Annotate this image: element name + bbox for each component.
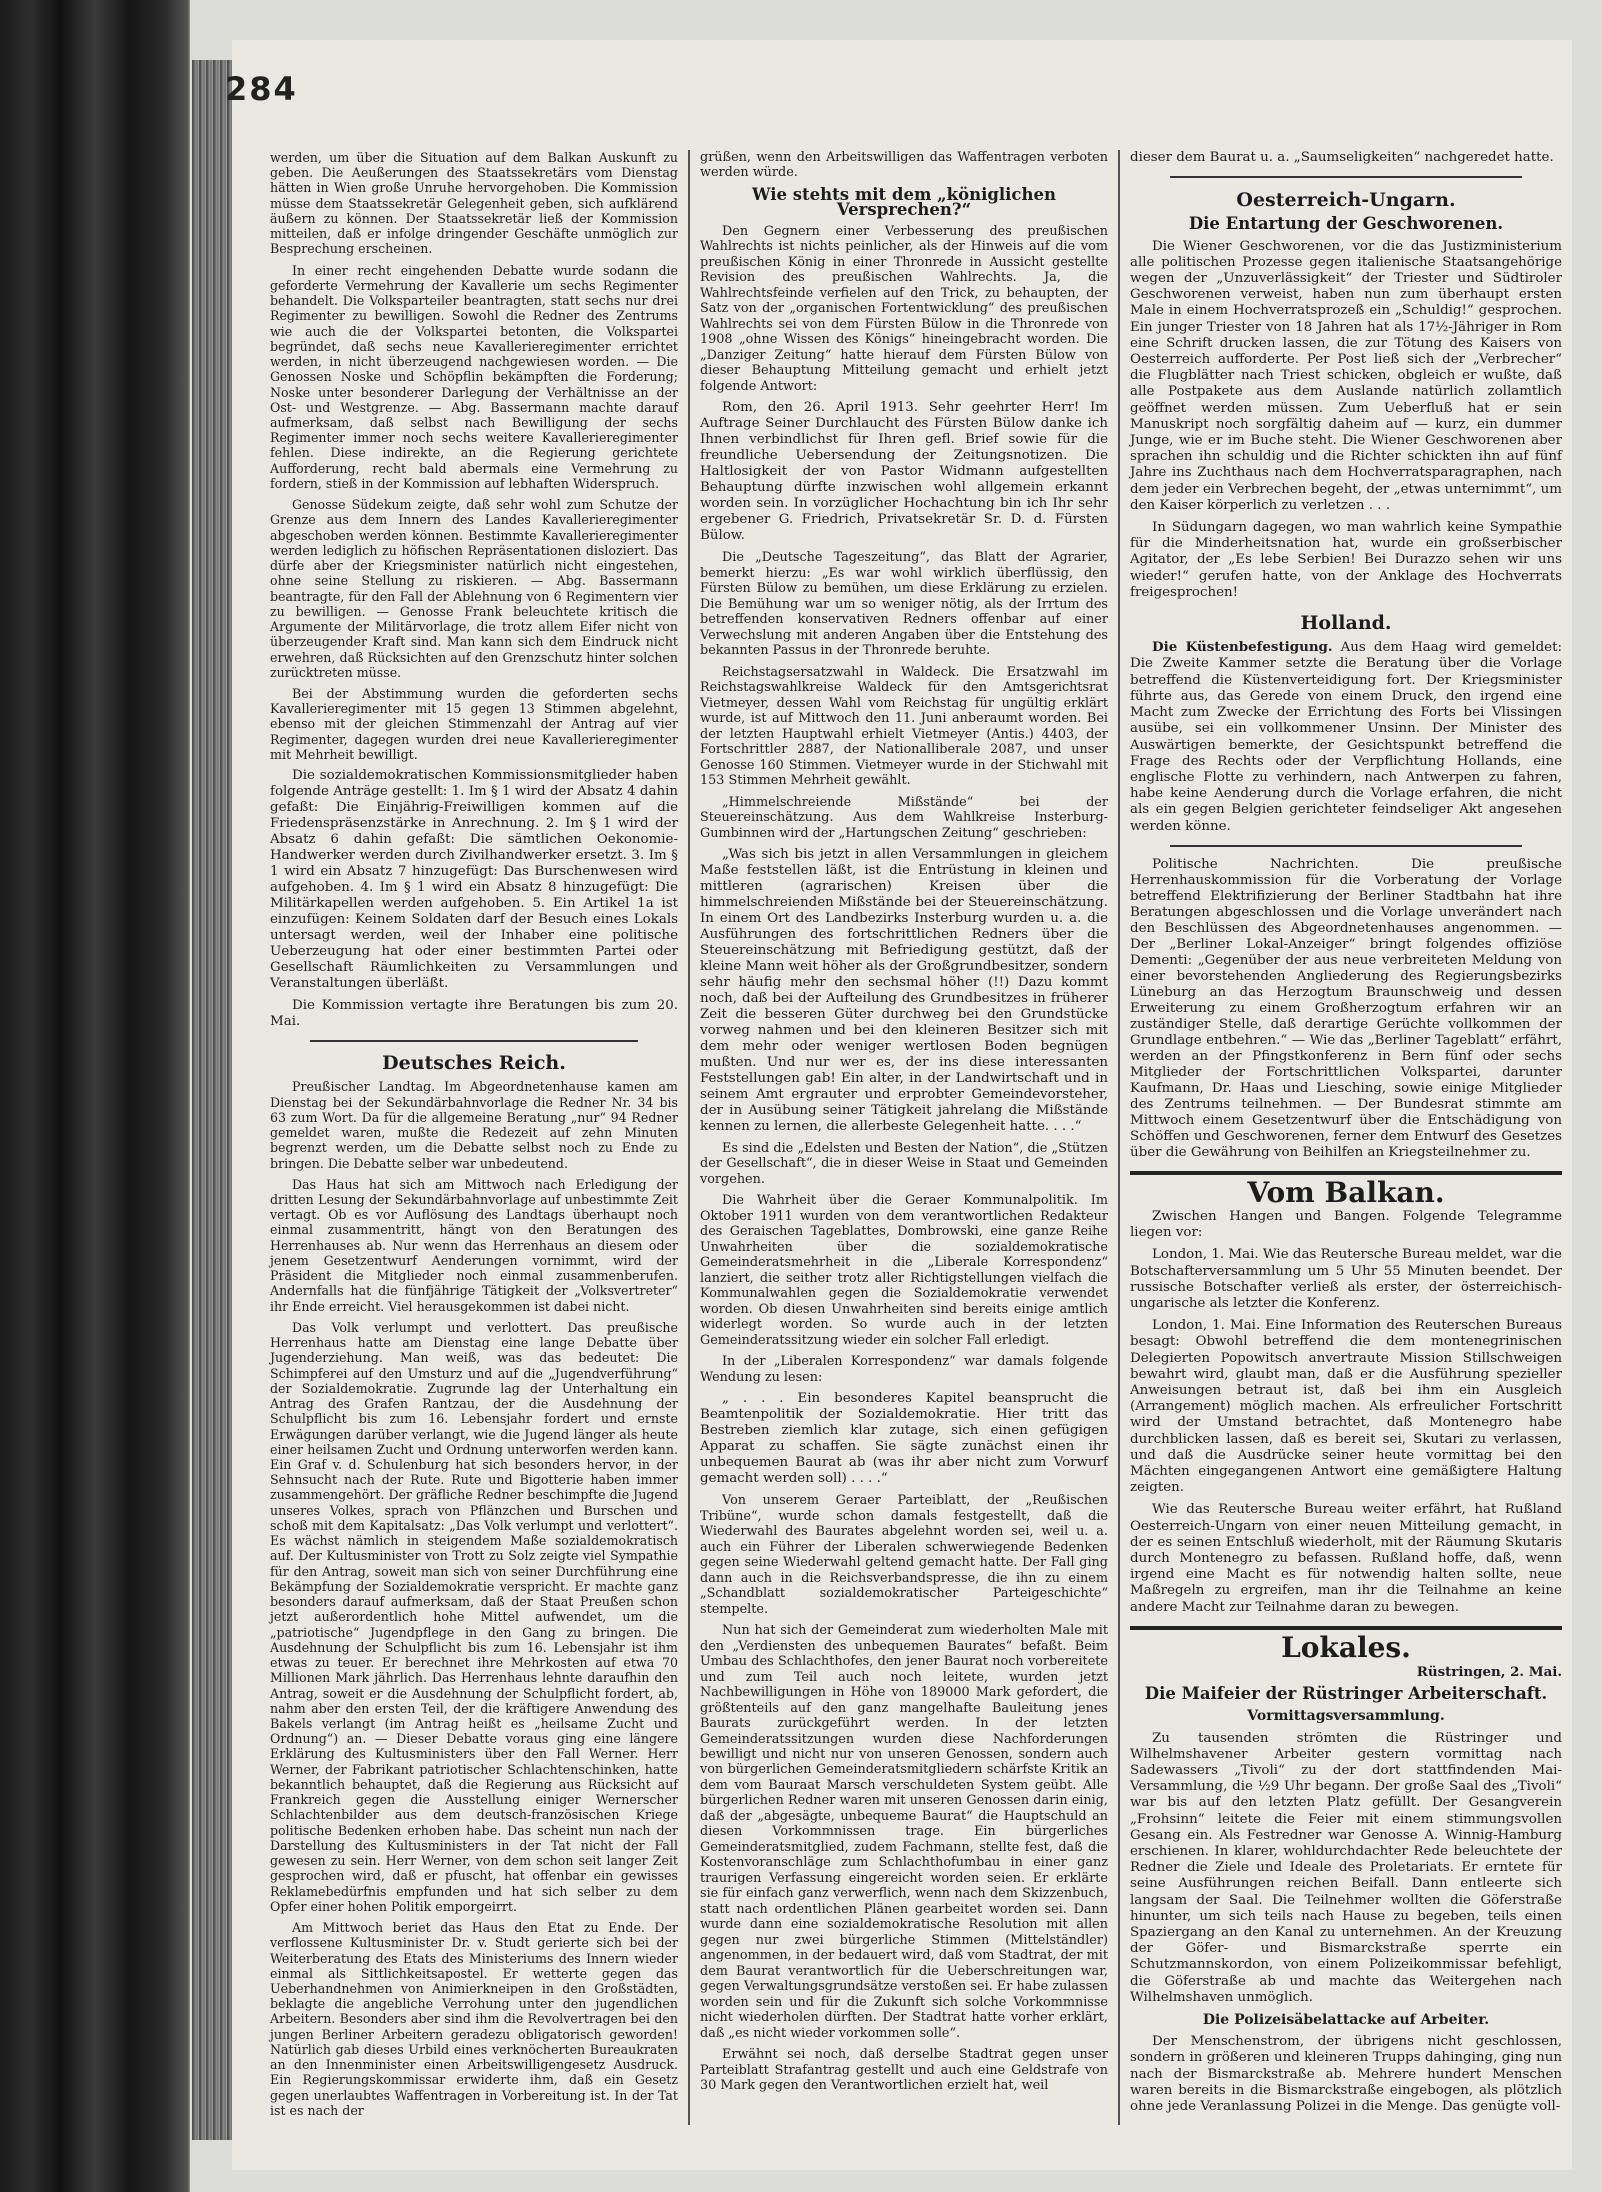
separator bbox=[310, 1040, 638, 1042]
page-number: 284 bbox=[225, 70, 298, 108]
separator bbox=[1170, 845, 1522, 847]
article-subheading: Vormittagsversammlung. bbox=[1247, 1708, 1445, 1725]
dateline: Rüstringen, 2. Mai. bbox=[1416, 1664, 1562, 1680]
book-binding bbox=[0, 0, 190, 2192]
article-heading: Die Küstenbefestigung. bbox=[1152, 639, 1333, 656]
paragraph: Das Haus hat sich am Mittwoch nach Erledigung der dritten Lesung der Sekundärbahnvorlage auf unbestimmte Zeit vertagt. Ob es vor Auflösung des Landtags überhaupt noch einmal zusammentritt, hängt von den Beratungen des Herrenhauses ab. Nur wenn das Herrenhaus an diesem oder jenem Gesetzentwurf Aenderungen vornimmt, wird der Präsident die Mitglieder noch einmal zusammenberufen. Andernfalls hat die fünfjährige Tätigkeit der „Volksvertreter“ ihr Ende erreicht. Viel herausgekommen ist dabei nicht. bbox=[270, 1176, 678, 1314]
paragraph: dieser dem Baurat u. a. „Saumseligkeiten“ nachgeredet hatte. bbox=[1130, 150, 1554, 165]
section-heading-lokales: Lokales. bbox=[1281, 1630, 1411, 1664]
column-1 bbox=[270, 150, 678, 2124]
separator-thick bbox=[1130, 1626, 1562, 1630]
block-quote: „ . . . Ein besonderes Kapitel beansprucht die Beamtenpolitik der Sozialdemokratie. Hier tritt das Bestreben ziemlich klar zutage, sich einen gefügigen Apparat zu schaffen. Sie sägte zunächst einen ihr unbequemen Baurat ab (was ihr aber nicht zum Vorwurf gemacht werden soll) . . . .“ bbox=[700, 1391, 1108, 1487]
paragraph: Bei der Abstimmung wurden die geforderten sechs Kavallerieregimenter mit 15 gegen 13 Stimmen abgelehnt, ebenso mit der gleichen Stimmenzahl der Antrag auf vier Regimenter, dagegen wurden drei neue Kavallerieregimenter mit Mehrheit bewilligt. bbox=[270, 685, 678, 762]
paragraph: Politische Nachrichten. Die preußische Herrenhauskommission für die Vorberatung der Vorlage betreffend Elektrifizierung der Berliner Stadtbahn hat ihre Beratungen abgeschlossen und die Vorlage unverändert nach den Beschlüssen des Abgeordnetenhauses angenommen. — Der „Berliner Lokal-Anzeiger“ bringt folgendes offiziöse Dementi: „Gegenüber der aus neue verbreiteten Meldung von einer bevorstehenden Angliederung des Regierungsbezirks Lüneburg an das Herzogtum Braunschweig und dessen Erweiterung zu einem Großherzogtum erfahren wir an zuständiger Stelle, daß derartige Gerüchte vollkommen der Grundlage entbehren.“ — Wie das „Berliner Tageblatt“ erfährt, werden an der Pfingstkonferenz in Bern fünf oder sechs Mitglieder der Fortschrittlichen Volkspartei, darunter Kaufmann, Dr. Haas und Liesching, sowie einige Mitglieder des Zentrums teilnehmen. — Der Bundesrat stimmte am Mittwoch einem Gesetzentwurf über die Entschädigung von Schöffen und Geschworenen, ferner dem Entwurf des Gesetzes über die Gewährung von Beihilfen an Kriegsteilnehmer zu. bbox=[1130, 856, 1562, 1160]
section-heading-holland: Holland. bbox=[1300, 612, 1392, 635]
article-heading: Wie stehts mit dem „königlichen Versprechen?“ bbox=[752, 184, 1056, 220]
column-2 bbox=[700, 150, 1108, 2100]
paragraph: grüßen, wenn den Arbeitswilligen das Waffentragen verboten werden würde. bbox=[700, 150, 1108, 181]
paragraph: Die sozialdemokratischen Kommissionsmitglieder haben folgende Anträge gestellt: 1. Im § 1 wird der Absatz 4 dahin gefaßt: Die Einjährig-Freiwilligen kommen auf die Friedenspräsenzstärke in Anrechnung. 2. Im § 1 wird der Absatz 6 dahin gefaßt: Die sämtlichen Oekonomie-Handwerker werden durch Zivilhandwerker ersetzt. 3. Im § 1 wird ein Absatz 7 hinzugefügt: Das Burschenwesen wird aufgehoben. 4. Im § 1 wird ein Absatz 8 hinzugefügt: Die Militärkapellen werden aufgehoben. 5. Ein Artikel 1a ist einzufügen: Keinem Soldaten darf der Besuch eines Lokals untersagt werden, weil der Inhaber eine politische Ueberzeugung hat oder einer bestimmten Partei oder Gesellschaft Räumlichkeiten zu Versammlungen und Veranstaltungen überläßt. bbox=[270, 768, 678, 992]
column-rule-2 bbox=[1118, 150, 1120, 2125]
paragraph: Die Wahrheit über die Geraer Kommunalpolitik. Im Oktober 1911 wurden von dem verantwortlichen Redakteur des Geraischen Tageblattes, Dombrowski, eine ganze Reihe Unwahrheiten über die sozialdemokratische Gemeinderatsmehrheit in die „Liberale Korrespondenz“ lanziert, die seither trotz aller Richtigstellungen vielfach die Kommunalwahlen gegen die Sozialdemokratie verwendet worden. Ob diesen Unwahrheiten sind bereits einige amtlich widerlegt worden. So wurde auch in der letzten Gemeinderatssitzung wieder ein solcher Fall erledigt. bbox=[700, 1193, 1108, 1348]
paragraph: Den Gegnern einer Verbesserung des preußischen Wahlrechts ist nichts peinlicher, als der Hinweis auf die vom preußischen König in einer Thronrede in Aussicht gestellte Revision des preußischen Wahlrechts. Ja, die Wahlrechtsfeinde verfielen auf den Trick, zu behaupten, der Satz von der „organischen Fortentwicklung“ des preußischen Wahlrechts sei von dem Fürsten Bülow in die Thronrede von 1908 „ohne Wissen des Königs“ hineingebracht worden. Die „Danziger Zeitung“ hatte hierauf dem Fürsten Bülow von dieser Behauptung Mitteilung gemacht und erhielt jetzt folgende Antwort: bbox=[700, 223, 1108, 394]
paragraph: Am Mittwoch beriet das Haus den Etat zu Ende. Der verflossene Kultusminister Dr. v. Studt gerierte sich bei der Weiterberatung des Etats des Ministeriums des Innern wieder einmal als Sittlichkeitsapostel. Er wetterte gegen das Ueberhandnehmen von Animierkneipen in den Großstädten, beklagte die angebliche Verrohung unter den jugendlichen Arbeitern. Besonders aber sind ihm die Revolvertragen bei den jungen Berliner Arbeitern geradezu obligatorisch geworden! Natürlich gab dieses Urbild eines verknöcherten Bureaukraten an den Innenminister einen Arbeitswilligengesetz Ausdruck. Ein Regierungskommissar erwiderte ihm, daß ein Gesetz gegen unerlaubtes Waffentragen in Vorbereitung ist. In der Tat ist es nach der bbox=[270, 1920, 678, 2118]
separator-thick bbox=[1130, 1171, 1562, 1175]
paragraph: Nun hat sich der Gemeinderat zum wiederholten Male mit den „Verdiensten des unbequemen Baurates“ befaßt. Beim Umbau des Schlachthofes, den jener Baurat noch vorbereitete und zum Teil auch noch leitete, wurden jetzt Nachbewilligungen in Höhe von 189000 Mark gefordert, die größtenteils auf den ganz mangelhafte Bauleitung jenes Baurats zurückgeführt werden. In der letzten Gemeinderatssitzungen wurden diese Nachforderungen bewilligt und nicht nur von unseren Genossen, sondern auch von bürgerlichen Gemeinderatsmitgliedern schärfste Kritik an dem vom Bauraat Marsch verschuldeten System geübt. Alle bürgerlichen Redner waren mit unseren Genossen darin einig, daß der „abgesägte, unbequeme Baurat“ die Hauptschuld an diesen Vorkommnissen trage. Ein bürgerliches Gemeinderatsmitglied, zudem Fachmann, stellte fest, daß die Kostenvoranschläge zum Schlachthofumbau in einer ganz traurigen Verfassung eingereicht worden seien. Er erklärte sie für einfach ganz verwerflich, wenn nach dem Skizzenbuch, statt nach ordentlichen Plänen gearbeitet worden sei. Dann wurde dann eine sozialdemokratische Resolution mit allen gegen nur zwei bürgerliche Stimmen (Mittelständler) angenommen, in der bedauert wird, daß vom Stadtrat, der mit dem Baurat verantwortlich für die Ueberschreitungen war, gegen Verwaltungsgrundsätze verstoßen sei. Er habe zulassen worden sein und für die Zukunft sich solche Vorkommnisse nicht wiederholen dürften. Der Stadtrat hatte vorher erklärt, daß „es nicht wieder vorkommen solle“. bbox=[700, 1623, 1108, 2041]
page-gutter bbox=[192, 60, 232, 2140]
paragraph: London, 1. Mai. Wie das Reutersche Bureau meldet, war die Botschafterversammlung um 5 Uhr 55 Minuten beendet. Der russische Botschafter verließ als erster, der österreichisch-ungarische als letzter die Konferenz. bbox=[1130, 1247, 1562, 1311]
section-heading-oesterreich: Oesterreich-Ungarn. bbox=[1236, 189, 1456, 212]
block-quote: „Was sich bis jetzt in allen Versammlungen in gleichem Maße feststellen läßt, ist die Entrüstung in kleinen und mittleren (agrarischen) Kreisen über die himmelschreienden Mißstände bei der Steuereinschätzung. In einem Ort des Landbezirks Insterburg wurden u. a. die Ausführungen des fortschrittlichen Redners über die Steuereinschätzung mit Befriedigung gestützt, daß der kleine Mann weit höher als der Großgrundbesitzer, sondern sehr häufig mehr den sechsmal höher (!!) Dazu kommt noch, daß bei der Aufteilung des Grundbesitzes in früherer Zeit die besseren Güter durchweg bei den Grundstücke vorweg nahmen und bei den kleineren Besitzer sich mit dem mehr oder weniger wertlosen Boden begnügen mußten. Und nur wer es, der ins diese interessanten Feststellungen gab! Ein alter, in der Landwirtschaft und in seinem Amt ergrauter und erprobter Gemeindevorsteher, der in Ausübung seiner Tätigkeit jahrelang die Mißstände kennen zu lernen, die allerbeste Gelegenheit hatte. . . .“ bbox=[700, 846, 1108, 1134]
paragraph: London, 1. Mai. Eine Information des Reuterschen Bureaus besagt: Obwohl betreffend die dem montenegrinischen Delegierten Popowitsch anvertraute Mission Stillschweigen bewahrt wird, glaubt man, daß er die Ausführung spezieller Anweisungen betraut ist, daß bei ihm ein Ausgleich (Arrangement) möglich machen. Als erfreulicher Fortschritt wird der Umstand betrachtet, daß Montenegro habe durchblicken lassen, daß es bereit sei, Skutari zu verlassen, und daß die Ausdrücke seiner heute vormittag bei den Mächten eingegangenen Antwort eine gemäßigtere Haltung zeigten. bbox=[1130, 1318, 1562, 1496]
article-heading: Die Maifeier der Rüstringer Arbeiterschaft. bbox=[1144, 1684, 1548, 1704]
paragraph: Reichstagsersatzwahl in Waldeck. Die Ersatzwahl im Reichstagswahlkreise Waldeck für den Amtsgerichtsrat Vietmeyer, dessen Wahl vom Reichstag für ungültig erklärt wurde, ist auf Mittwoch den 11. Juni anberaumt worden. Bei der letzten Hauptwahl erhielt Vietmeyer (Antis.) 4403, der Fortschrittler 2887, der Nationalliberale 2087, und unser Genosse 160 Stimmen. Vietmeyer wurde in der Stichwahl mit 153 Stimmen Mehrheit gewählt. bbox=[700, 664, 1108, 789]
paragraph: Von unserem Geraer Parteiblatt, der „Reußischen Tribüne“, wurde schon damals festgestellt, daß die Wiederwahl des Baurates abgelehnt worden sei, weil u. a. auch ein Führer der Liberalen schwerwiegende Bedenken gegen seine Wiederwahl geltend gemacht hatte. Der Fall ging dann auch in die Reichsverbandspresse, die ihn zu einem „Schandblatt sozialdemokratischer Parteigeschichte“ stempelte. bbox=[700, 1493, 1108, 1617]
paragraph bbox=[1130, 639, 1562, 834]
paragraph: „Himmelschreiende Mißstände“ bei der Steuereinschätzung. Aus dem Wahlkreise Insterburg-Gumbinnen wird der „Hartungschen Zeitung“ geschrieben: bbox=[700, 794, 1108, 841]
column-3 bbox=[1130, 150, 1562, 2121]
paragraph: In einer recht eingehenden Debatte wurde sodann die geforderte Vermehrung der Kavallerie um sechs Regimenter behandelt. Die Volksparteiler beantragten, statt sechs nur drei Regimenter zu bewilligen. Sowohl die Redner des Zentrums wie auch die der Volkspartei betonten, die Volkspartei begründet, daß sechs neue Kavallerieregimenter errichtet werden, in nicht überzeugend nachgewiesen worden. — Die Genossen Noske und Schöpflin bekämpften die Forderung; Noske unter besonderer Darlegung der Verhältnisse an der Ost- und Westgrenze. — Abg. Bassermann machte darauf aufmerksam, daß selbst nach Bewilligung der sechs Regimenter immer noch sechs weitere Kavallerieregimenter fehlen. Diese indirekte, an die Regierung gerichtete Aufforderung, recht bald abermals eine Vermehrung zu fordern, stieß in der Kommission auf lebhaften Widerspruch. bbox=[270, 262, 678, 491]
paragraph: Die Wiener Geschworenen, vor die das Justizministerium alle politischen Prozesse gegen italienische Staatsangehörige wegen der „Unzuverlässigkeit“ der Triester und Südtiroler Geschworenen verweist, haben nun zum überhaupt ersten Male in einem Hochverratsprozeß ein „Schuldig!“ gesprochen. Ein junger Triester von 18 Jahren hat als 17½-Jähriger in Rom eine Schrift drucken lassen, die zur Tötung des Kaisers von Oesterreich aufforderte. Per Post ließ sich der „Verbrecher“ die Flugblätter nach Triest schicken, obgleich er wußte, daß alle Postpakete aus dem Auslande natürlich zollamtlich geöffnet werden müssen. Zum Ueberfluß hat er sein Manuskript noch sorgfältig daheim auf — kurz, ein dummer Junge, wie er im Buche steht. Die Wiener Geschworenen aber sprachen ihn schuldig und die Richter schickten ihn auf fünf Jahre ins Zuchthaus nach dem Hochverratsparagraphen, nach dem jeder ein Verbrechen begeht, der „etwas unternimmt“, um den Kaiser körperlich zu verletzen . . . bbox=[1130, 238, 1562, 513]
paragraph: Der Menschenstrom, der übrigens nicht geschlossen, sondern in größeren und kleineren Trupps dahinging, ging nun nach der Bismarckstraße ab. Mehrere hundert Menschen waren bereits in die Bismarckstraße eingebogen, als plötzlich ohne jede Veranlassung Polizei in die Menge. Das genügte voll- bbox=[1130, 2034, 1562, 2115]
paragraph-text: Aus dem Haag wird gemeldet: Die Zweite Kammer setzte die Beratung über die Vorlage betreffend die Küstenverteidigung fort. Der Kriegsminister führte aus, das Gerede von einem Druck, den irgend eine Macht zum Zwecke der Errichtung des Forts bei Vlissingen ausübe, sei ein vollkommener Unsinn. Der Minister des Auswärtigen bemerkte, der Gesichtspunkt betreffend die Frage des Rechts oder der Verpflichtung Hollands, eine englische Flotte zu verhindern, nach Antwerpen zu fahren, habe keine Aenderung durch die Vorlage erfahren, die nicht als ein gegen Belgien gerichteter feindseliger Akt angesehen werden könne. bbox=[1130, 640, 1562, 834]
paragraph: Zwischen Hangen und Bangen. Folgende Telegramme liegen vor: bbox=[1130, 1208, 1562, 1241]
column-rule-1 bbox=[688, 150, 690, 2125]
letter-quote: Rom, den 26. April 1913. Sehr geehrter Herr! Im Auftrage Seiner Durchlaucht des Fürsten Bülow danke ich Ihnen verbindlichst für Ihren gefl. Brief sowie für die freundliche Uebersendung der Zeitungsnotizen. Die Haltlosigkeit der von Pastor Widmann aufgestellten Behauptung dürfte inzwischen wohl allgemein erkannt worden sein. In vorzüglicher Hochachtung bin ich Ihr sehr ergebener G. Friedrich, Privatsekretär Sr. D. d. Fürsten Bülow. bbox=[700, 400, 1108, 544]
paragraph: Wie das Reutersche Bureau weiter erfährt, hat Rußland Oesterreich-Ungarn von einer neuen Mitteilung gemacht, in der es seinen Entschluß wiederholt, mit der Räumung Skutaris durch Montenegro zu befassen. Rußland hoffe, daß, wenn irgend eine Macht es für notwendig halten sollte, neue Maßregeln zu ergreifen, man ihr die Teilnahme an keine andere Macht zur Teilnahme daran zu bewegen. bbox=[1130, 1502, 1562, 1615]
paragraph: Das Volk verlumpt und verlottert. Das preußische Herrenhaus hatte am Dienstag eine lange Debatte über Jugenderziehung. Man weiß, was das bedeutet: Die Schimpferei auf den Umsturz und auf die „Jugendverführung“ der Sozialdemokratie. Zugrunde lag der Unterhaltung ein Antrag des Grafen Rantzau, der die Ausdehnung der Schulpflicht bis zum 16. Lebensjahr fordert und ernste Erwägungen darüber verlangt, wie die Jugend länger als heute einer heilsamen Zucht und Ordnung unterworfen werden kann. Ein Graf v. d. Schulenburg hat sich besonders hervor, in der Sehnsucht nach der Rute. Rute und Bigotterie haben immer zusammengehört. Der gräfliche Redner beschimpfte die Jugend unseres Volkes, sprach von Pflänzchen und Burschen und schoß mit dem Kapitalsatz: „Das Volk verlumpt und verlottert“. Es wächst nämlich in steigendem Maße sozialdemokratisch auf. Der Kultusminister von Trott zu Solz zeigte viel Sympathie für den Antrag, soweit man sich von seiner Durchführung eine Bekämpfung der Sozialdemokratie verspricht. Er machte ganz besonders darauf aufmerksam, daß der Staat Preußen schon jetzt außerordentlich hohe Mittel aufwendet, um die „patriotische“ Jugendpflege in den Gang zu bringen. Die Ausdehnung der Schulpflicht bis zum 16. Lebensjahr ist ihm etwas zu teuer. Er berechnet ihre Mehrkosten auf etwa 70 Millionen Mark jährlich. Das Herrenhaus lehnte daraufhin den Antrag, soweit er die Ausdehnung der Schulpflicht fordert, ab, nahm aber den ersten Teil, der die kräftigere Anwendung des Bakels verlangt (im Antrag heißt es „heilsame Zucht und Ordnung“) an. — Dieser Debatte voraus ging eine längere Erklärung des Kultusministers über den Fall Werner. Herr Werner, der Fabrikant patriotischer Schlachtenschinken, hatte bekanntlich behauptet, daß die Regierung aus Rücksicht auf Frankreich gegen die Ausstellung einiger Wernerscher Schlachtenbilder aus dem deutsch-französischen Kriege politische Bedenken erhoben habe. Das scheint nun nach der Darstellung des Kultusministers in der Tat nicht der Fall gewesen zu sein. Herr Werner, von dem schon seit langer Zeit gesprochen wird, daß er pfuscht, hat offenbar ein gewisses Reklamebedürfnis empfunden und hat sich selber zu dem Opfer einer hohen Politik emporgeirrt. bbox=[270, 1319, 678, 1914]
paragraph: Es sind die „Edelsten und Besten der Nation“, die „Stützen der Gesellschaft“, die in dieser Weise in Staat und Gemeinden vorgehen. bbox=[700, 1140, 1108, 1187]
article-heading: Die Entartung der Geschworenen. bbox=[1188, 214, 1504, 234]
section-heading-balkan: Vom Balkan. bbox=[1247, 1175, 1445, 1209]
paragraph: Erwähnt sei noch, daß derselbe Stadtrat gegen unser Parteiblatt Strafantrag gestellt und auch eine Geldstrafe von 30 Mark gegen den Verantwortlichen erzielt hat, weil bbox=[700, 2047, 1108, 2094]
paragraph: werden, um über die Situation auf dem Balkan Auskunft zu geben. Die Aeußerungen des Staatssekretärs vom Dienstag hätten in Wien große Unruhe hervorgehoben. Die Kommission müsse dem Staatssekretär Gelegenheit geben, sich aufklärend äußern zu können. Der Staatssekretär ließ der Kommission mitteilen, daß er infolge dringender Geschäfte unmöglich zur Besprechung erscheinen. bbox=[270, 150, 678, 257]
paragraph: Preußischer Landtag. Im Abgeordnetenhause kamen am Dienstag bei der Sekundärbahnvorlage die Redner Nr. 34 bis 63 zum Wort. Da für die allgemeine Beratung „nur“ 94 Redner gemeldet waren, mußte die Redezeit auf zehn Minuten begrenzt werden, um die Debatte selbst noch zu Ende zu bringen. Die Debatte selber war unbedeutend. bbox=[270, 1079, 678, 1171]
article-subheading: Die Polizeisäbelattacke auf Arbeiter. bbox=[1202, 2012, 1490, 2029]
separator bbox=[1170, 176, 1522, 178]
paragraph: In Südungarn dagegen, wo man wahrlich keine Sympathie für die Minderheitsnation hat, wurde ein großserbischer Agitator, der „Es lebe Serbien! Bei Durazzo sehen wir uns wieder!“ gerufen hatte, von der Anklage des Hochverrats freigesprochen! bbox=[1130, 520, 1562, 600]
paragraph: Die „Deutsche Tageszeitung“, das Blatt der Agrarier, bemerkt hierzu: „Es war wohl wirklich überflüssig, den Fürsten Bülow zu bemühen, um diese Erklärung zu erzielen. Die Bemühung war um so weniger nötig, als der Irrtum des betreffenden konservativen Redners offenbar auf einer Verwechslung mit anderen Angaben über die Entstehung des bekannten Passus in der Thronrede beruhte. bbox=[700, 550, 1108, 659]
paragraph: Genosse Südekum zeigte, daß sehr wohl zum Schutze der Grenze aus dem Innern des Landes Kavallerieregimenter abgeschoben werden können. Bestimmte Kavallerieregimenter werden lediglich zu höfischen Repräsentationen disloziert. Das dürfe aber der Kriegsminister natürlich nicht eingestehen, ohne seine Stellung zu riskieren. — Abg. Bassermann beantragte, für den Fall der Ablehnung von 6 Regimentern vier zu bewilligen. — Genosse Frank beleuchtete kritisch die Argumente der Militärvorlage, die trotz allem Eifer nicht von überzeugender Kraft sind. Man kann sich dem Eindruck nicht erwehren, daß Rücksichten auf den Grenzschutz hinter solchen zurücktreten müsse. bbox=[270, 497, 678, 680]
paragraph: Zu tausenden strömten die Rüstringer und Wilhelmshavener Arbeiter gestern vormittag nach Sadewassers „Tivoli“ zu der dort stattfindenden Mai-Versammlung, die ½9 Uhr begann. Der große Saal des „Tivoli“ war bis auf den letzten Platz gefüllt. Der Gesangverein „Frohsinn“ leitete die Feier mit einem stimmungsvollen Gesang ein. Als Festredner war Genosse A. Winnig-Hamburg erschienen. In klarer, wohldurchdachter Rede beleuchtete der Redner die Ziele und Ideale des Proletariats. Er erntete für seine Ausführungen reichen Beifall. Dann entleerte sich langsam der Saal. Die Teilnehmer wollten die Göferstraße hinunter, um sich teils nach Hause zu begeben, teils einen Spaziergang an den Kanal zu unternehmen. An der Kreuzung der Göfer- und Bismarckstraße sperrte ein Schutzmannskordon, von einem Polizeikommissar befehligt, die Göferstraße ab und machte das Weitergehen nach Wilhelmshaven unmöglich. bbox=[1130, 1730, 1562, 2005]
paragraph: In der „Liberalen Korrespondenz“ war damals folgende Wendung zu lesen: bbox=[700, 1354, 1108, 1385]
paragraph: Die Kommission vertagte ihre Beratungen bis zum 20. Mai. bbox=[270, 998, 678, 1030]
section-heading-reich: Deutsches Reich. bbox=[382, 1052, 566, 1075]
